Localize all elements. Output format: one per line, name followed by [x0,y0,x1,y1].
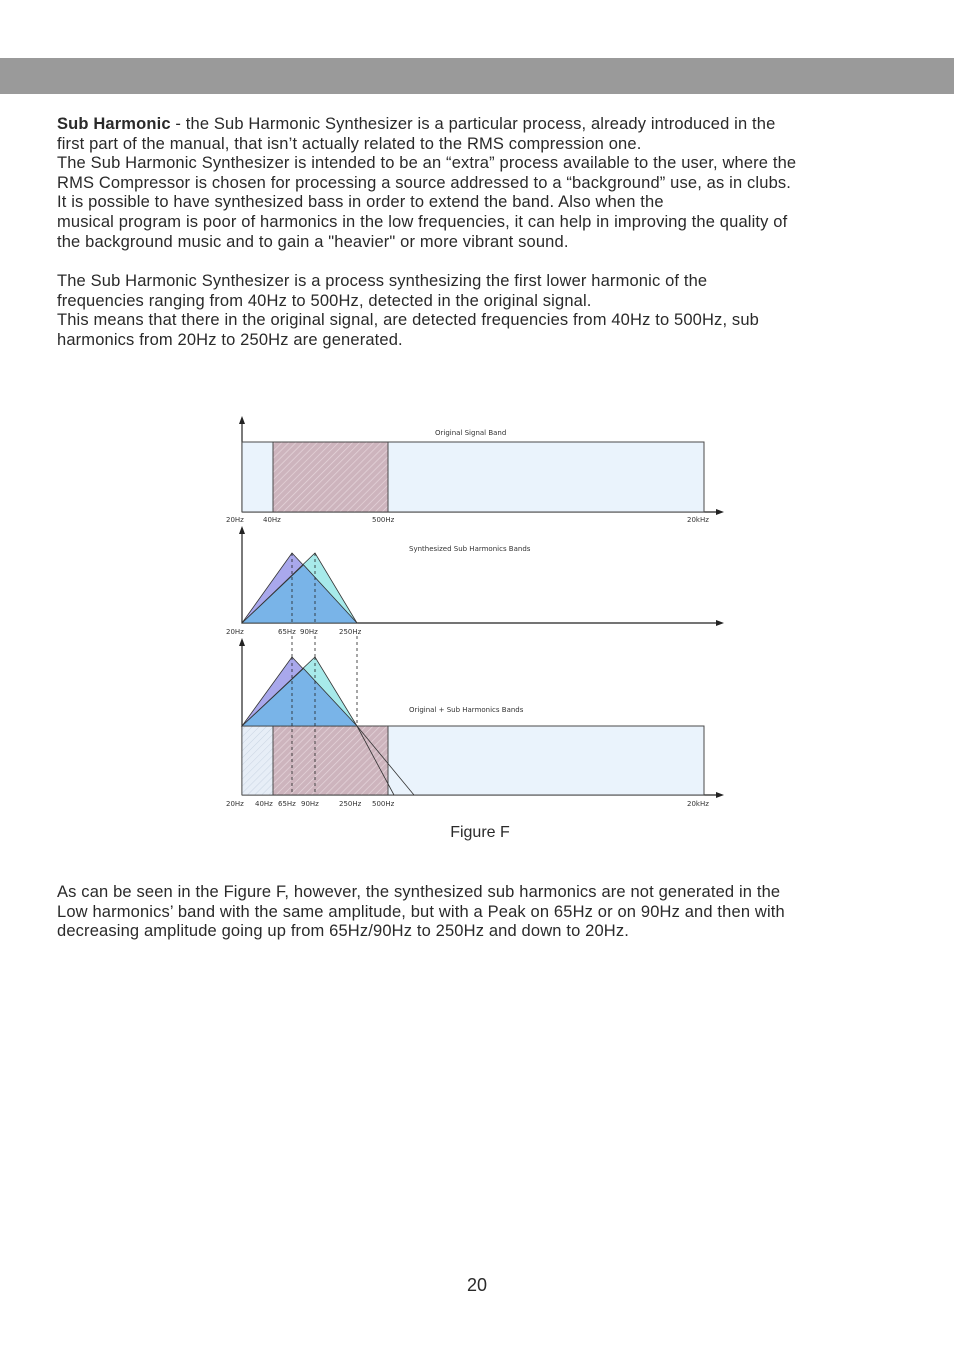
frequency-line-3: This means that there in the original signal, are detected frequencies from 40Hz to 500Hz, sub [57,311,759,330]
panel2-tick-20hz: 20Hz [226,628,244,636]
intro-line-4: RMS Compressor is chosen for processing a source addressed to a “background” use, as in clubs. [57,173,792,192]
conclusion-line-1: As can be seen in the Figure F, however, the synthesized sub harmonics are not generated in the [57,883,781,901]
panel1-detected-band [273,442,388,512]
conclusion-paragraph [57,883,907,942]
panel1-tick-20hz: 20Hz [226,516,244,524]
intro-paragraph [57,115,907,252]
panel3-tick-250hz: 250Hz [339,800,362,808]
panel3-title: Original + Sub Harmonics Bands [409,706,524,714]
panel3-tick-500hz: 500Hz [372,800,395,808]
panel3-tick-20hz: 20Hz [226,800,244,808]
panel1-tick-40hz: 40Hz [263,516,281,524]
frequency-paragraph [57,272,907,350]
panel3-tick-40hz: 40Hz [255,800,273,808]
figure-f-diagram [222,410,732,815]
page-number: 20 [466,1275,488,1295]
intro-line-2: first part of the manual, that isn’t actually related to the RMS compression one. [57,134,642,153]
panel1-tick-500hz: 500Hz [372,516,395,524]
intro-term: Sub Harmonic [57,115,171,133]
panel1-tick-20khz: 20kHz [687,516,709,524]
panel3-low-band [242,726,273,795]
panel-sub-harmonics [226,530,720,636]
intro-line-3: The Sub Harmonic Synthesizer is intended to be an “extra” process available to the user, where the [57,154,797,173]
conclusion-line-2: Low harmonics’ band with the same amplitude, but with a Peak on 65Hz or on 90Hz and then with [57,902,785,921]
intro-line-1 [57,115,907,135]
conclusion-line-3: decreasing amplitude going up from 65Hz/90Hz to 250Hz and down to 20Hz. [57,922,629,941]
header-bar [0,58,954,94]
panel1-title: Original Signal Band [435,429,507,437]
panel-combined [226,642,720,808]
panel3-tick-90hz: 90Hz [301,800,319,808]
figure-caption: Figure F [450,824,510,841]
panel2-tick-65hz: 65Hz [278,628,296,636]
figure-f [222,410,732,815]
intro-line-7: the background music and to gain a "heavier" or more vibrant sound. [57,232,569,251]
intro-line-5: It is possible to have synthesized bass in order to extend the band. Also when the [57,193,664,212]
panel3-tick-65hz: 65Hz [278,800,296,808]
panel2-title: Synthesized Sub Harmonics Bands [409,545,531,553]
panel2-tick-90hz: 90Hz [300,628,318,636]
frequency-line-2: frequencies ranging from 40Hz to 500Hz, detected in the original signal. [57,291,592,310]
frequency-line-1: The Sub Harmonic Synthesizer is a process synthesizing the first lower harmonic of the [57,272,708,290]
panel3-tick-20khz: 20kHz [687,800,709,808]
panel-original-band [226,420,720,524]
panel3-detected-band [273,726,388,795]
frequency-line-4: harmonics from 20Hz to 250Hz are generated. [57,330,403,349]
intro-line-1-text: - the Sub Harmonic Synthesizer is a particular process, already introduced in the [170,115,776,133]
intro-line-6: musical program is poor of harmonics in the low frequencies, it can help in improving the quality of [57,212,788,231]
panel2-tick-250hz: 250Hz [339,628,362,636]
